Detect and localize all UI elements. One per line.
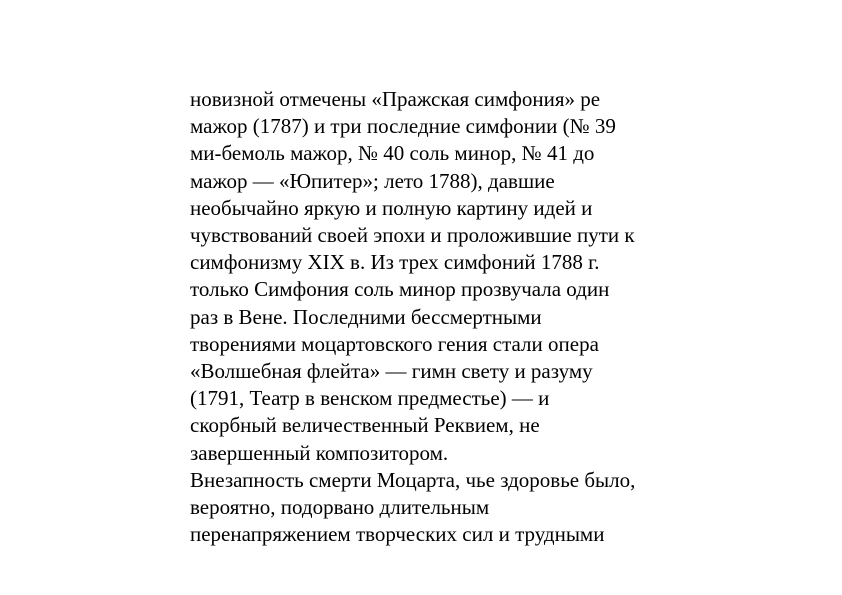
text-line: творениями моцартовского гения стали опера: [190, 331, 599, 356]
text-line: необычайно яркую и полную картину идей и: [190, 195, 593, 220]
text-line: завершенный композитором.: [190, 440, 449, 465]
text-line: раз в Вене. Последними бессмертными: [190, 304, 542, 329]
text-line: (1791, Театр в венском предместье) — и: [190, 386, 550, 411]
body-text: [190, 86, 660, 548]
text-line: Внезапность смерти Моцарта, чье здоровье было,: [190, 467, 636, 492]
text-line: симфонизму XIX в. Из трех симфоний 1788 г.: [190, 250, 600, 275]
text-line: вероятно, подорвано длительным: [190, 495, 490, 520]
text-line: скорбный величественный Реквием, не: [190, 413, 540, 438]
text-line: «Волшебная флейта» — гимн свету и разуму: [190, 359, 593, 384]
text-line: мажор — «Юпитер»; лето 1788), давшие: [190, 168, 555, 193]
text-line: только Симфония соль минор прозвучала один: [190, 277, 610, 302]
text-line: чувствований своей эпохи и проложившие пути к: [190, 223, 635, 248]
text-line: мажор (1787) и три последние симфонии (№ 39: [190, 114, 616, 139]
text-line: новизной отмечены «Пражская симфония» ре: [190, 87, 601, 111]
text-line: перенапряжением творческих сил и трудными: [190, 522, 605, 547]
text-line: ми-бемоль мажор, № 40 соль минор, № 41 до: [190, 141, 595, 166]
